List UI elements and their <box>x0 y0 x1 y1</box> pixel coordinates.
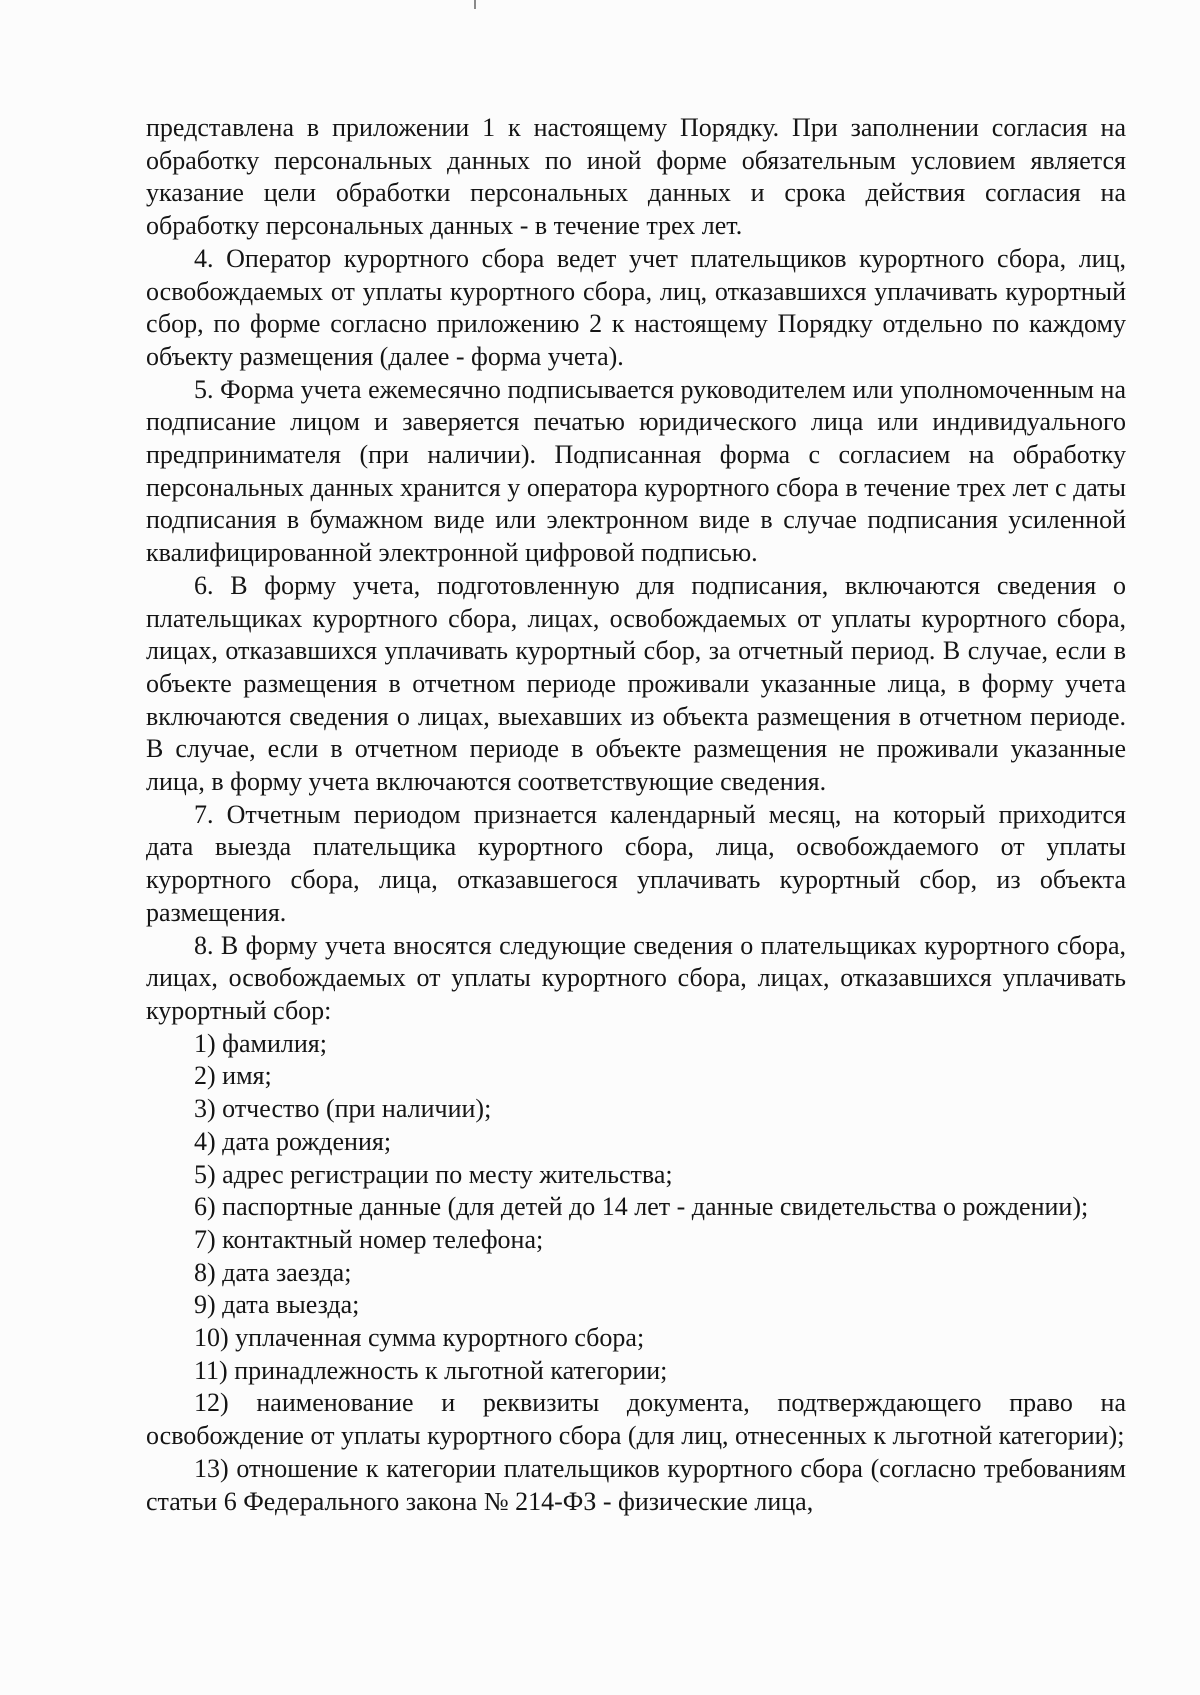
paragraph-intro: представлена в приложении 1 к настоящему Порядку. При заполнении согласия на обработку персональных данных по иной форме обязательным условием является указание цели обработки персональных данных и срока действия согласия на обработку персональных данных - в течение трех лет. <box>146 113 1126 241</box>
list-item-birth-date: 4) дата рождения; <box>194 1126 392 1156</box>
list-item-benefit-category: 11) принадлежность к льготной категории; <box>194 1355 668 1385</box>
list-item-surname: 1) фамилия; <box>194 1028 327 1058</box>
list-item-name: 2) имя; <box>194 1061 272 1091</box>
list-item-registration-address: 5) адрес регистрации по месту жительства; <box>194 1159 673 1189</box>
paragraph-6: 6. В форму учета, подготовленную для подписания, включаются сведения о плательщиках курортного сбора, лицах, освобождаемых от уплаты курортного сбора, лицах, отказавшихся уплачивать курортный сбор, за отчетный период. В случае, если в объекте размещения в отчетном периоде проживали указанные лица, в форму учета включаются сведения о лицах, выехавших из объекта размещения в отчетном периоде. В случае, если в отчетном периоде в объекте размещения не проживали указанные лица, в форму учета включаются соответствующие сведения. <box>146 570 1126 797</box>
list-item-payer-category: 13) отношение к категории плательщиков курортного сбора (согласно требованиям статьи 6 Федерального закона № 214-ФЗ - физические лица, <box>146 1453 1126 1516</box>
paragraph-8: 8. В форму учета вносятся следующие сведения о плательщиках курортного сбора, лицах, освобождаемых от уплаты курортного сбора, лицах, отказавшихся уплачивать курортный сбор: <box>146 930 1126 1025</box>
list-item-patronymic: 3) отчество (при наличии); <box>194 1094 492 1124</box>
list-item-check-in-date: 8) дата заезда; <box>194 1257 352 1287</box>
paragraph-4: 4. Оператор курортного сбора ведет учет плательщиков курортного сбора, лиц, освобождаемых от уплаты курортного сбора, лиц, отказавшихся уплачивать курортный сбор, по форме согласно приложению 2 к настоящему Порядку отдельно по каждому объекту размещения (далее - форма учета). <box>146 243 1126 371</box>
paragraph-7: 7. Отчетным периодом признается календарный месяц, на который приходится дата выезда плательщика курортного сбора, лица, освобождаемого от уплаты курортного сбора, лица, отказавшегося уплачивать курортный сбор, из объекта размещения. <box>146 799 1126 927</box>
document-body <box>146 112 1126 1518</box>
paragraph-5: 5. Форма учета ежемесячно подписывается руководителем или уполномоченным на подписание лицом и заверяется печатью юридического лица или индивидуального предпринимателя (при наличии). Подписанная форма с согласием на обработку персональных данных хранится у оператора курортного сбора в течение трех лет с даты подписания в бумажном виде или электронном виде в случае подписания усиленной квалифицированной электронной цифровой подписью. <box>146 374 1126 568</box>
list-item-exemption-document: 12) наименование и реквизиты документа, подтверждающего право на освобождение от уплаты курортного сбора (для лиц, отнесенных к льготной категории); <box>146 1388 1126 1451</box>
list-item-phone: 7) контактный номер телефона; <box>194 1224 544 1254</box>
list-item-passport: 6) паспортные данные (для детей до 14 лет - данные свидетельства о рождении); <box>194 1192 1089 1222</box>
list-item-paid-amount: 10) уплаченная сумма курортного сбора; <box>194 1323 645 1353</box>
list-item-check-out-date: 9) дата выезда; <box>194 1290 360 1320</box>
scan-artifact <box>474 0 476 9</box>
